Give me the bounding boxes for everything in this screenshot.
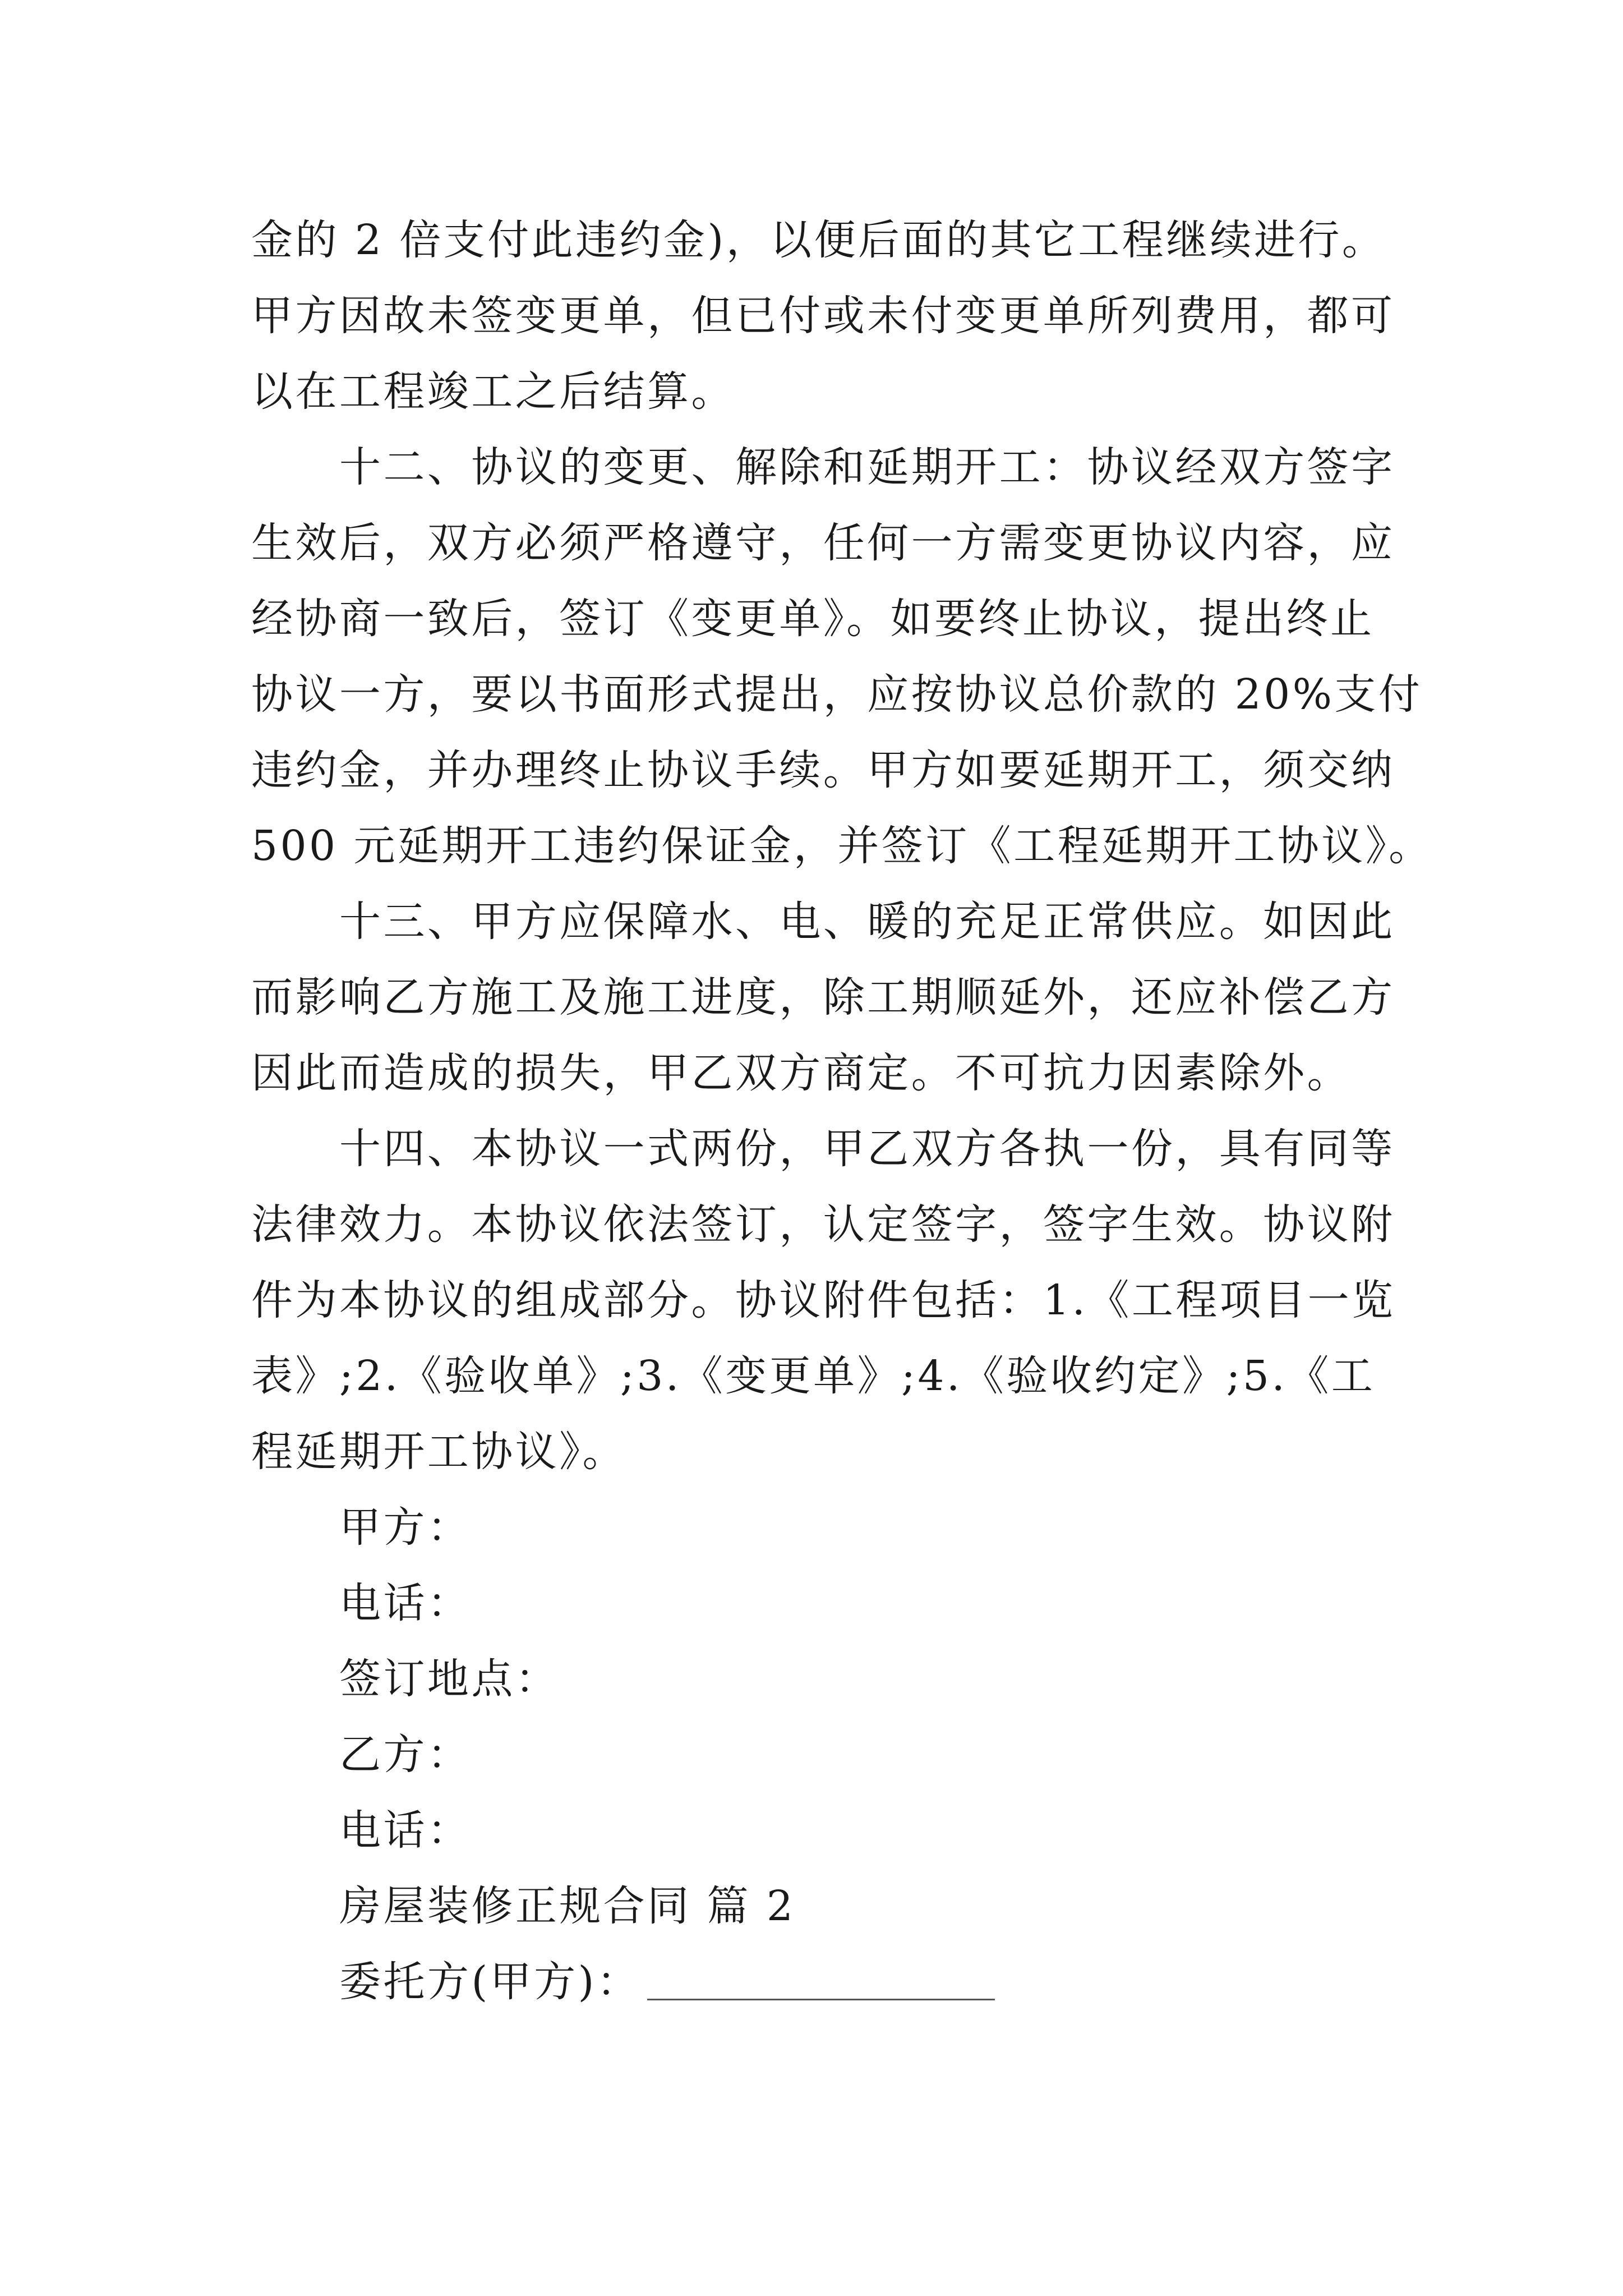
- clause-12-line-6: 500 元延期开工违约保证金，并签订《工程延期开工协议》。: [251, 822, 1433, 870]
- body-line-1: 金的 2 倍支付此违约金)，以便后面的其它工程继续进行。: [251, 216, 1386, 264]
- clause-14-line-5: 程延期开工协议》。: [251, 1428, 626, 1476]
- client-blank-line: [647, 1996, 995, 2000]
- clause-14-line-3: 件为本协议的组成部分。协议附件包括：1.《工程项目一览: [251, 1276, 1396, 1324]
- clause-12-line-2: 生效后，双方必须严格遵守，任何一方需变更协议内容，应: [251, 519, 1395, 567]
- clause-12-line-1: 十二、协议的变更、解除和延期开工：协议经双方签字: [339, 443, 1395, 491]
- clause-13-line-1: 十三、甲方应保障水、电、暖的充足正常供应。如因此: [339, 898, 1395, 946]
- clause-12-line-5: 违约金，并办理终止协议手续。甲方如要延期开工，须交纳: [251, 746, 1395, 794]
- party-a-label: 甲方：: [339, 1503, 472, 1552]
- client-label: 委托方(甲方)：: [339, 1958, 641, 2006]
- body-line-3: 以在工程竣工之后结算。: [251, 367, 735, 416]
- client-row: [339, 1951, 995, 2013]
- clause-12-line-4: 协议一方，要以书面形式提出，应按协议总价款的 20%支付: [251, 670, 1423, 719]
- phone-b-label: 电话：: [339, 1806, 472, 1855]
- sign-place-label: 签订地点：: [339, 1655, 560, 1703]
- phone-a-label: 电话：: [339, 1579, 472, 1627]
- section-title: 房屋装修正规合同 篇 2: [339, 1882, 796, 1930]
- party-b-label: 乙方：: [339, 1731, 472, 1779]
- clause-13-line-3: 因此而造成的损失，甲乙双方商定。不可抗力因素除外。: [251, 1049, 1351, 1097]
- clause-12-line-3: 经协商一致后，签订《变更单》。如要终止协议，提出终止: [251, 595, 1375, 643]
- clause-13-line-2: 而影响乙方施工及施工进度，除工期顺延外，还应补偿乙方: [251, 973, 1395, 1022]
- body-line-2: 甲方因故未签变更单，但已付或未付变更单所列费用，都可: [251, 292, 1395, 340]
- clause-14-line-1: 十四、本协议一式两份，甲乙双方各执一份，具有同等: [339, 1125, 1395, 1173]
- clause-14-line-4: 表》;2.《验收单》;3.《变更单》;4.《验收约定》;5.《工: [251, 1352, 1376, 1400]
- clause-14-line-2: 法律效力。本协议依法签订，认定签字，签字生效。协议附: [251, 1200, 1395, 1249]
